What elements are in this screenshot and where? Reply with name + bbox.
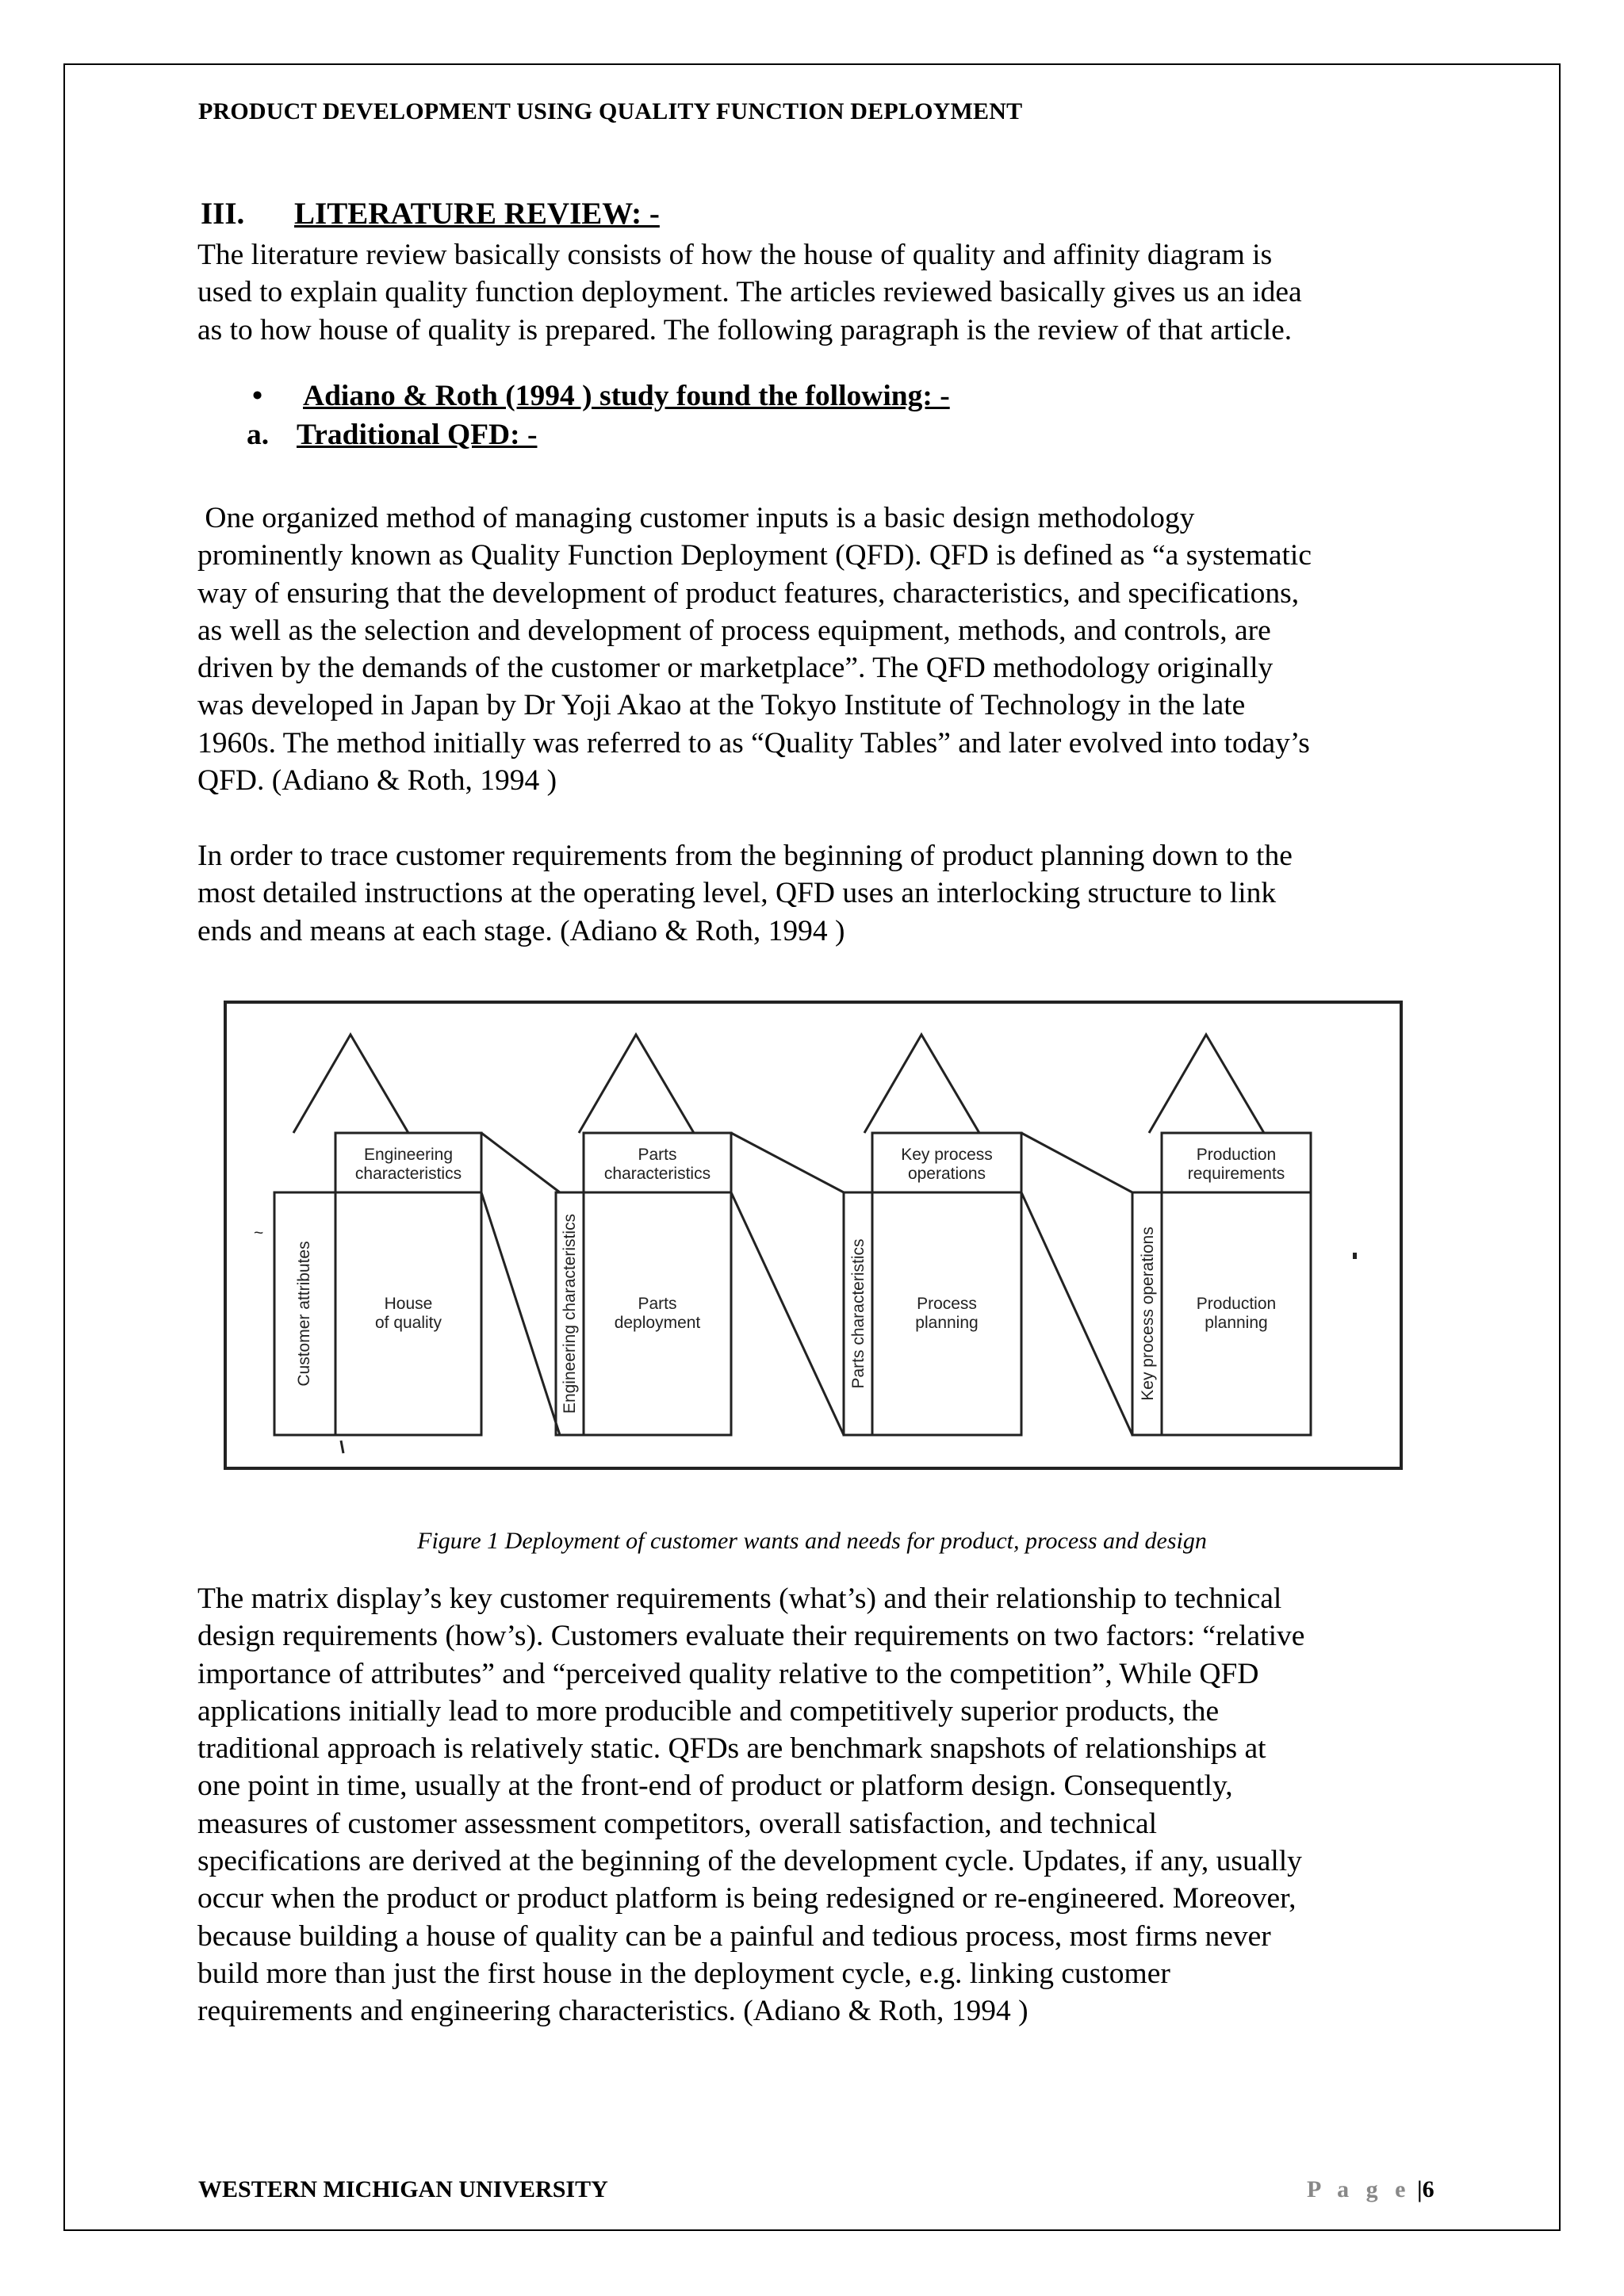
qfd-deployment-figure [224,1001,1403,1470]
text-line: as well as the selection and development of process equipment, methods, and controls, are [197,614,1271,647]
roof-label: Engineering [363,1146,454,1164]
page-number: 6 [1422,2176,1434,2202]
text-line: The literature review basically consists of how the house of quality and affinity diagram is [197,239,1273,271]
body-label: Process [917,1295,977,1313]
connector [731,1192,844,1435]
house-roof [864,1035,979,1133]
body-label: planning [1205,1314,1268,1332]
text-line: occur when the product or product platform is being redesigned or re-engineered. Moreover, [197,1882,1297,1915]
body-label: deployment [614,1314,701,1332]
text-line: specifications are derived at the beginning of the development cycle. Updates, if any, usually [197,1845,1302,1878]
side-label: Customer attributes [295,1241,313,1387]
connector [731,1133,844,1192]
text-line: used to explain quality function deployment. The articles reviewed basically gives us an idea [197,276,1302,309]
connector [1021,1133,1132,1192]
connector [1021,1192,1132,1435]
text-line: build more than just the first house in the deployment cycle, e.g. linking customer [197,1957,1170,1990]
qfd-diagram [224,1001,1403,1470]
mark-line [341,1441,343,1453]
roof-label: requirements [1187,1165,1285,1183]
roof-label: Production [1196,1146,1277,1164]
paragraph-2 [197,837,1466,950]
page-header: PRODUCT DEVELOPMENT USING QUALITY FUNCTION DEPLOYMENT [198,98,1023,124]
roof-label: characteristics [603,1165,711,1183]
text-line: one point in time, usually at the front-end of product or platform design. Consequently, [197,1770,1233,1803]
text-line: One organized method of managing customer inputs is a basic design methodology [197,502,1195,534]
text-line: The matrix display’s key customer requirements (what’s) and their relationship to technical [197,1582,1282,1615]
page-separator: | [1417,2176,1423,2202]
text-line: design requirements (how’s). Customers evaluate their requirements on two factors: “relative [197,1620,1305,1653]
house-parts-deployment [556,1035,731,1435]
text-line: way of ensuring that the development of product features, characteristics, and specifications, [197,576,1300,610]
figure-frame [225,1002,1401,1468]
figure-caption: Figure 1 Deployment of customer wants and needs for product, process and design [417,1528,1207,1554]
mark-dot [1353,1253,1357,1259]
text-line: traditional approach is relatively static. QFDs are benchmark snapshots of relationships at [197,1732,1266,1766]
text-line: was developed in Japan by Dr Yoji Akao at the Tokyo Institute of Technology in the late [197,689,1246,722]
connector [481,1192,560,1435]
side-label: Parts characteristics [849,1238,868,1389]
text-line: importance of attributes” and “perceived quality relative to the competition”, While QFD [197,1657,1259,1690]
side-label: Engineering characteristics [561,1213,579,1414]
text-line: requirements and engineering characteristics. (Adiano & Roth, 1994 ) [197,1995,1028,2028]
body-label: House [384,1295,433,1313]
footer-page [1307,2176,1434,2203]
bullet-symbol: • [252,380,263,412]
mark-glyph: ~ [254,1224,264,1242]
roof-label: Parts [638,1146,677,1164]
subheading-label: a. [247,419,270,451]
section-title: LITERATURE REVIEW: - [294,197,660,231]
bullet-text: Adiano & Roth (1994 ) study found the following: - [303,380,950,412]
connector [481,1133,560,1192]
text-line: ends and means at each stage. (Adiano & Roth, 1994 ) [197,914,845,947]
text-line: as to how house of quality is prepared. The following paragraph is the review of that article. [197,313,1293,346]
body-label: of quality [374,1314,442,1332]
roof-label: operations [907,1165,986,1183]
text-line: 1960s. The method initially was referred to as “Quality Tables” and later evolved into today’s [197,726,1310,760]
text-line: most detailed instructions at the operating level, QFD uses an interlocking structure to link [197,877,1277,910]
text-line: In order to trace customer requirements from the beginning of product planning down to the [197,840,1293,872]
side-label: Key process operations [1139,1226,1157,1401]
section-number: III. [201,197,245,231]
house-roof [579,1035,694,1133]
body-label: Production [1196,1295,1277,1313]
footer-university: WESTERN MICHIGAN UNIVERSITY [198,2176,608,2202]
paragraph-3 [197,1580,1466,2030]
paragraph-1 [197,499,1466,799]
text-line: driven by the demands of the customer or marketplace”. The QFD methodology originally [197,652,1274,685]
body-label: planning [915,1314,979,1332]
house-roof [293,1035,408,1133]
house-process-planning [844,1035,1021,1435]
subheading [247,418,537,452]
text-line: prominently known as Quality Function Deployment (QFD). QFD is defined as “a systematic [197,539,1312,572]
roof-label: Key process [901,1146,993,1164]
section-heading [201,196,660,232]
text-line: applications initially lead to more producible and competitively superior products, the [197,1694,1220,1728]
body-label: Parts [638,1295,677,1313]
text-line: because building a house of quality can be a painful and tedious process, most firms never [197,1919,1271,1953]
roof-label: characteristics [354,1165,462,1183]
subheading-text: Traditional QFD: - [297,419,538,451]
text-line: measures of customer assessment competitors, overall satisfaction, and technical [197,1807,1158,1840]
house-roof [1149,1035,1264,1133]
bullet-item [252,379,950,413]
house-production-planning [1132,1035,1357,1435]
page-label: P a g e [1307,2176,1411,2202]
intro-paragraph [197,236,1466,349]
house-of-quality [254,1035,481,1453]
text-line: QFD. (Adiano & Roth, 1994 ) [197,764,557,798]
